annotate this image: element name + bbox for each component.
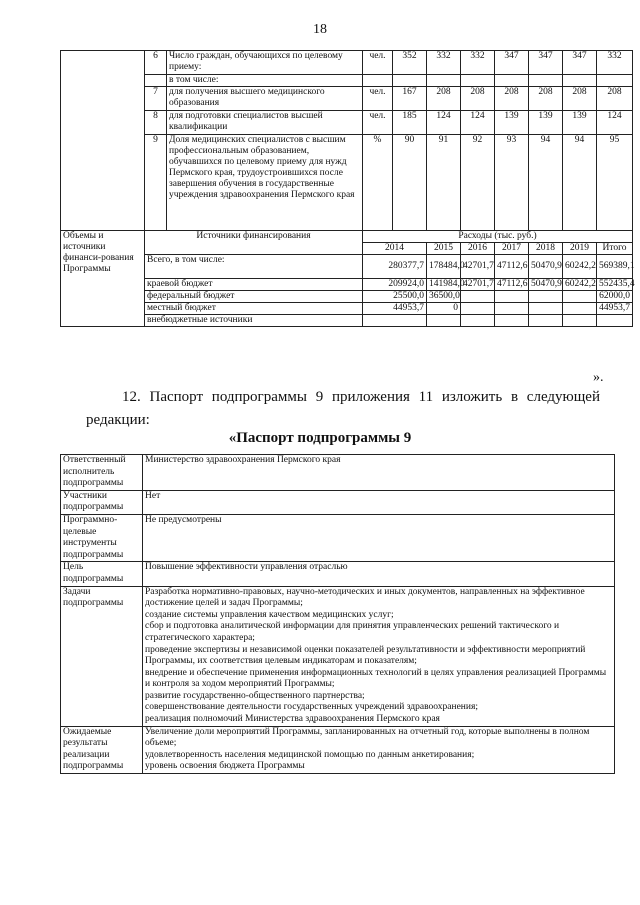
indicators-funding-table	[60, 50, 633, 327]
passport-label: Ожидаемые результаты реализации подпрограммы	[61, 726, 143, 773]
indicator-value: 124	[597, 111, 633, 135]
indicator-value: 93	[495, 135, 529, 231]
indicator-value: 167	[393, 87, 427, 111]
passport-value	[143, 514, 615, 561]
funding-value	[461, 291, 495, 303]
quote-end: ».	[593, 370, 604, 385]
indicator-row	[61, 135, 633, 231]
expenses-header: Расходы (тыс. руб.)	[363, 231, 633, 243]
funding-value	[461, 303, 495, 315]
indicator-row	[61, 51, 633, 75]
passport-value	[143, 726, 615, 773]
funding-value	[495, 303, 529, 315]
indicator-unit	[363, 75, 393, 87]
passport-row	[61, 562, 615, 586]
indicator-value	[495, 75, 529, 87]
amendment-paragraph: 12. Паспорт подпрограммы 9 приложения 11 изложить в следующей редакции:	[86, 389, 600, 428]
funding-source: местный бюджет	[145, 303, 363, 315]
funding-value: 141984,0	[427, 279, 461, 291]
year-header: 2018	[529, 243, 563, 255]
indicator-value: 91	[427, 135, 461, 231]
indicator-value: 208	[461, 87, 495, 111]
indicator-value: 352	[393, 51, 427, 75]
funding-source: внебюджетные источники	[145, 315, 363, 327]
indicator-value: 139	[563, 111, 597, 135]
funding-value: 44953,7	[363, 303, 427, 315]
passport-value-line: проведение экспертизы и независимой оценки показателей результативности и эффективности мероприятий Программы, их соответствия целевым индикаторам и показателям;	[145, 644, 586, 667]
funding-source: краевой бюджет	[145, 279, 363, 291]
funding-value: 44953,7	[597, 303, 633, 315]
indicator-number: 6	[145, 51, 167, 75]
funding-value: 0	[427, 303, 461, 315]
indicator-value: 94	[563, 135, 597, 231]
indicator-value: 347	[529, 51, 563, 75]
funding-value: 60242,2	[563, 279, 597, 291]
funding-source: федеральный бюджет	[145, 291, 363, 303]
passport-label: Ответственный исполнитель подпрограммы	[61, 455, 143, 491]
passport-value-line: создание системы управления качеством медицинских услуг;	[145, 609, 394, 620]
passport-value-line: Увеличение доли мероприятий Программы, запланированных на отчетный год, которые выполнены в полном объеме;	[145, 726, 590, 749]
funding-value: 209924,0	[363, 279, 427, 291]
passport-label: Цель подпрограммы	[61, 562, 143, 586]
indicator-value	[563, 75, 597, 87]
funding-row	[61, 291, 633, 303]
funding-value: 42701,7	[461, 255, 495, 279]
indicator-value	[529, 75, 563, 87]
funding-value: 60242,2	[563, 255, 597, 279]
funding-value	[529, 315, 563, 327]
funding-value	[363, 315, 427, 327]
year-header: 2017	[495, 243, 529, 255]
year-header: 2019	[563, 243, 597, 255]
indicator-row	[61, 111, 633, 135]
indicator-row	[61, 87, 633, 111]
indicator-name: в том числе:	[167, 75, 363, 87]
indicator-value: 124	[427, 111, 461, 135]
passport-value-line: удовлетворенность населения медицинской помощью по данным анкетирования;	[145, 749, 475, 760]
indicator-unit: чел.	[363, 87, 393, 111]
year-header: 2016	[461, 243, 495, 255]
indicator-value: 185	[393, 111, 427, 135]
passport-value	[143, 455, 615, 491]
funding-value	[563, 303, 597, 315]
indicator-unit: %	[363, 135, 393, 231]
funding-value	[529, 303, 563, 315]
indicator-unit: чел.	[363, 51, 393, 75]
indicator-value: 94	[529, 135, 563, 231]
indicator-row	[61, 75, 633, 87]
sources-header: Источники финансирования	[145, 231, 363, 255]
passport-row	[61, 514, 615, 561]
year-header: Итого	[597, 243, 633, 255]
funding-value	[563, 291, 597, 303]
indicator-number: 7	[145, 87, 167, 111]
funding-value: 47112,6	[495, 255, 529, 279]
funding-value	[529, 291, 563, 303]
passport-row	[61, 586, 615, 726]
indicator-value: 347	[495, 51, 529, 75]
page-number: 18	[313, 22, 327, 37]
indicator-value: 208	[529, 87, 563, 111]
passport-value	[143, 562, 615, 586]
funding-value: 552435,4	[597, 279, 633, 291]
funding-value: 280377,7	[363, 255, 427, 279]
passport-value-line: совершенствование деятельности государственных учреждений здравоохранения;	[145, 702, 478, 713]
passport-label: Участники подпрограммы	[61, 490, 143, 514]
indicator-value	[427, 75, 461, 87]
funding-value: 62000,0	[597, 291, 633, 303]
funding-section-label: Объемы и источники финанси-рования Программы	[61, 231, 145, 327]
passport-row	[61, 455, 615, 491]
funding-row	[61, 279, 633, 291]
indicator-value: 95	[597, 135, 633, 231]
passport-row	[61, 726, 615, 773]
passport-label: Программно-целевые инструменты подпрограммы	[61, 514, 143, 561]
funding-value	[597, 315, 633, 327]
indicator-value	[393, 75, 427, 87]
funding-value	[427, 315, 461, 327]
indicator-value: 208	[495, 87, 529, 111]
passport-value-line: реализация полномочий Министерства здравоохранения Пермского края	[145, 714, 440, 725]
funding-value	[495, 291, 529, 303]
passport-row	[61, 490, 615, 514]
passport-value-line: внедрение и обеспечение применения информационных технологий в целях управления реализацией Программы и контроля за ходом мероприятий Программы;	[145, 667, 607, 690]
indicator-number: 9	[145, 135, 167, 231]
indicator-name: для получения высшего медицинского образования	[167, 87, 363, 111]
passport-value-line: Нет	[145, 490, 161, 501]
indicator-number	[145, 75, 167, 87]
blank-cell	[61, 51, 145, 231]
funding-value	[495, 315, 529, 327]
indicator-value: 208	[597, 87, 633, 111]
indicator-value: 332	[597, 51, 633, 75]
funding-source: Всего, в том числе:	[145, 255, 363, 279]
indicator-value: 124	[461, 111, 495, 135]
indicator-value	[461, 75, 495, 87]
indicator-name: Число граждан, обучающихся по целевому приему:	[167, 51, 363, 75]
indicator-number: 8	[145, 111, 167, 135]
indicator-value: 92	[461, 135, 495, 231]
passport-value-line: сбор и подготовка аналитической информации для принятия управленческих решений тактического и стратегического характера;	[145, 621, 560, 643]
funding-value: 42701,7	[461, 279, 495, 291]
passport-value-line: уровень освоения бюджета Программы	[145, 761, 305, 772]
passport-value-line: Не предусмотрены	[145, 514, 222, 525]
funding-value: 36500,0	[427, 291, 461, 303]
indicator-value: 90	[393, 135, 427, 231]
funding-value	[461, 315, 495, 327]
indicator-value: 332	[427, 51, 461, 75]
passport-value-line: Повышение эффективности управления отраслью	[145, 562, 348, 573]
indicator-value	[597, 75, 633, 87]
indicator-name: Доля медицинских специалистов с высшим профессиональным образованием, обучавшихся по целевому приему для нужд Пермского края, трудоустроившихся после завершения обучения в государственные учреждения здравоохранения Пермского края	[167, 135, 363, 231]
funding-row	[61, 303, 633, 315]
passport-label: Задачи подпрограммы	[61, 586, 143, 726]
passport-table	[60, 454, 615, 774]
funding-value: 50470,9	[529, 255, 563, 279]
funding-value: 569389,1	[597, 255, 633, 279]
funding-value: 47112,6	[495, 279, 529, 291]
funding-value	[563, 315, 597, 327]
passport-value	[143, 490, 615, 514]
indicator-value: 139	[529, 111, 563, 135]
indicator-value: 139	[495, 111, 529, 135]
passport-value-line: Министерство здравоохранения Пермского края	[145, 455, 341, 465]
funding-value: 178484,0	[427, 255, 461, 279]
indicator-value: 208	[563, 87, 597, 111]
funding-row	[61, 255, 633, 279]
year-header: 2014	[363, 243, 427, 255]
passport-value-line: развитие государственно-общественного партнерства;	[145, 690, 365, 701]
indicator-value: 208	[427, 87, 461, 111]
funding-row	[61, 315, 633, 327]
indicator-name: для подготовки специалистов высшей квалификации	[167, 111, 363, 135]
funding-value: 50470,9	[529, 279, 563, 291]
indicator-unit: чел.	[363, 111, 393, 135]
indicator-value: 347	[563, 51, 597, 75]
funding-value: 25500,0	[363, 291, 427, 303]
indicator-value: 332	[461, 51, 495, 75]
passport-value	[143, 586, 615, 726]
passport-value-line: Разработка нормативно-правовых, научно-методических и иных документов, направленных на эффективное достижение целей и задач Программы;	[145, 586, 585, 609]
year-header: 2015	[427, 243, 461, 255]
passport-title: «Паспорт подпрограммы 9	[228, 430, 412, 446]
funding-header-row	[61, 231, 633, 243]
